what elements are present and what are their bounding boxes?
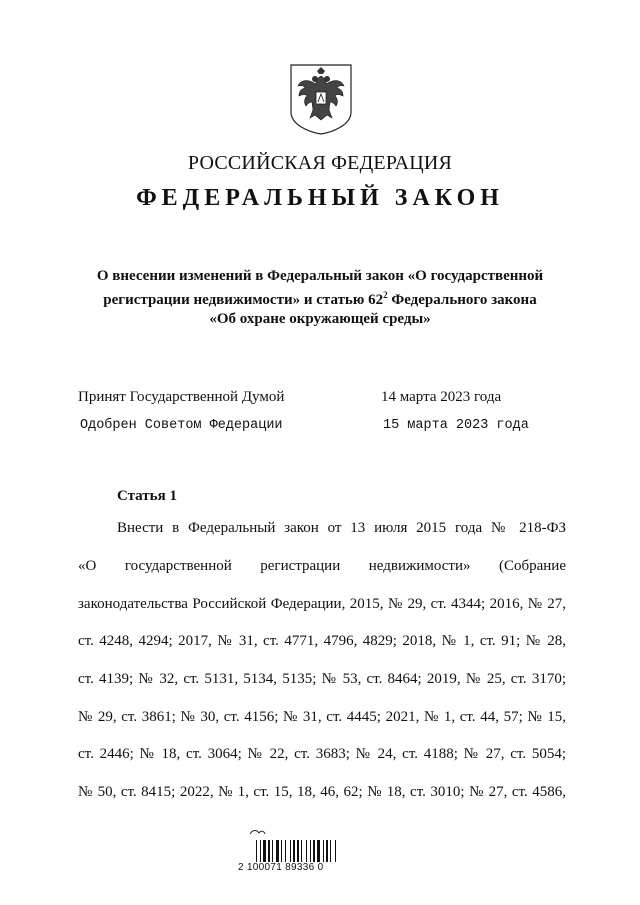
law-title-line-2 (60, 286, 580, 310)
article-text-line: № 29, ст. 3861; № 30, ст. 4156; № 31, ст. 4445; 2021, № 1, ст. 44, 57; № 15, (78, 709, 566, 725)
barcode-bar (260, 840, 261, 862)
barcode-bar (272, 840, 273, 862)
article-text-line: ст. 4139; № 32, ст. 5131, 5134, 5135; № 53, ст. 8464; 2019, № 25, ст. 3170; (78, 671, 566, 687)
duma-adoption-date: 14 марта 2023 года (381, 389, 502, 405)
article-text-line: законодательства Российской Федерации, 2015, № 29, ст. 4344; 2016, № 27, (78, 596, 566, 612)
barcode-bar (268, 840, 270, 862)
barcode-bars (256, 840, 336, 862)
law-title-line-3: «Об охране окружающей среды» (209, 311, 431, 327)
article-text-line: ст. 4248, 4294; 2017, № 31, ст. 4771, 4796, 4829; 2018, № 1, ст. 91; № 28, (78, 633, 566, 649)
law-title-line-2-start: регистрации недвижимости» и статью 62 (103, 292, 384, 308)
article-text-line: ст. 2446; № 18, ст. 3064; № 22, ст. 3683; № 24, ст. 4188; № 27, ст. 5054; (78, 746, 566, 762)
barcode-bar (276, 840, 279, 862)
duma-adoption-label: Принят Государственной Думой (78, 389, 285, 405)
barcode-bar (310, 840, 311, 862)
article-text-line: № 50, ст. 8415; 2022, № 1, ст. 15, 18, 46, 62; № 18, ст. 3010; № 27, ст. 4586, (78, 784, 566, 800)
barcode-bar (285, 840, 286, 862)
barcode-number: 2 100071 89336 0 (238, 862, 324, 873)
barcode-bar (297, 840, 299, 862)
council-approval-label: Одобрен Советом Федерации (80, 418, 283, 433)
barcode-bar (317, 840, 320, 862)
law-title (60, 267, 580, 329)
barcode-bar (256, 840, 257, 862)
barcode-bar (323, 840, 324, 862)
barcode-bar (313, 840, 315, 862)
barcode (248, 828, 358, 888)
signature-mark (250, 831, 265, 835)
law-title-line-2-end: Федерального закона (387, 292, 537, 308)
state-emblem (288, 62, 354, 136)
barcode-bar (326, 840, 328, 862)
barcode-bar (293, 840, 295, 862)
barcode-bar (281, 840, 282, 862)
law-title-line-1: О внесении изменений в Федеральный закон «О государственной (96, 268, 544, 284)
country-name: РОССИЙСКАЯ ФЕДЕРАЦИЯ (187, 152, 453, 174)
article-text-line: Внести в Федеральный закон от 13 июля 2015 года № 218-ФЗ (117, 520, 566, 536)
barcode-bar (263, 840, 266, 862)
barcode-bar (290, 840, 291, 862)
barcode-bar (330, 840, 331, 862)
barcode-bar (335, 840, 336, 862)
barcode-bar (301, 840, 302, 862)
article-text-line: «О государственной регистрации недвижимости» (Собрание (78, 558, 566, 574)
document-type: ФЕДЕРАЛЬНЫЙ ЗАКОН (136, 185, 504, 211)
article-superscript: 2 (383, 290, 388, 300)
council-approval-date: 15 марта 2023 года (383, 418, 529, 433)
article-heading: Статья 1 (117, 488, 177, 504)
barcode-bar (306, 840, 307, 862)
